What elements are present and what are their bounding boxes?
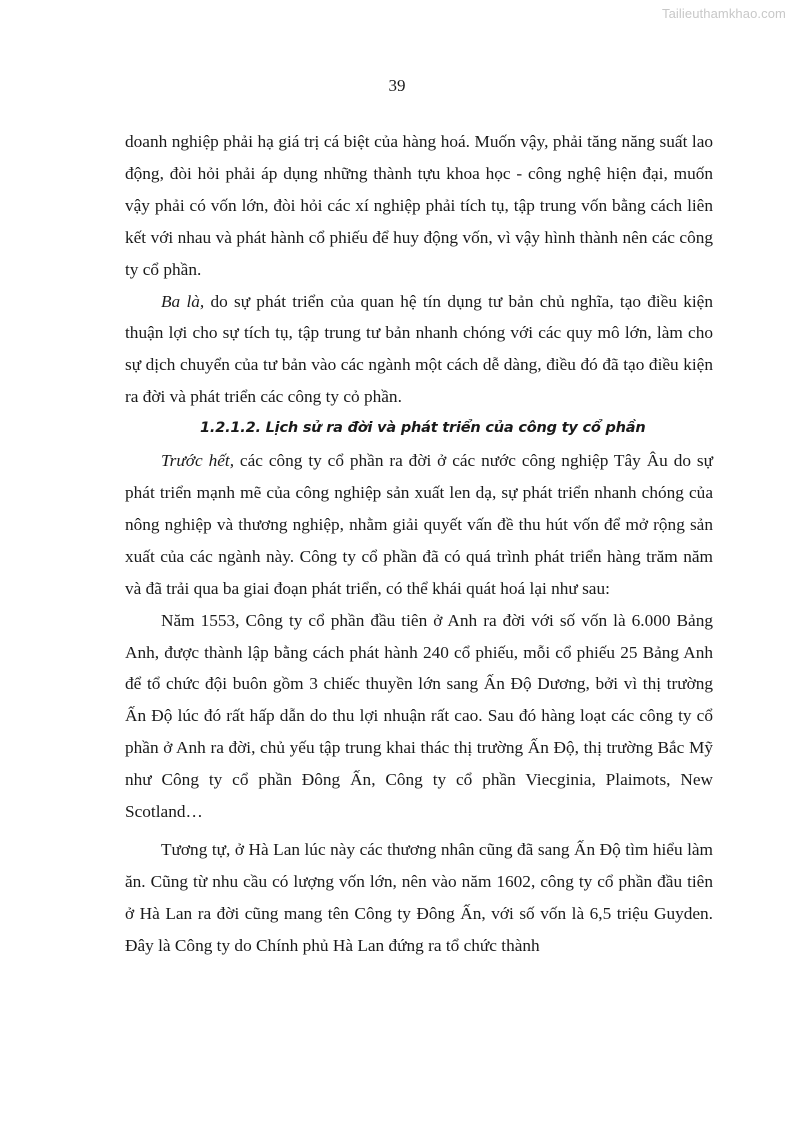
document-body bbox=[125, 126, 713, 962]
paragraph-1 bbox=[125, 126, 713, 286]
section-heading: 1.2.1.2. Lịch sử ra đời và phát triển của công ty cổ phần bbox=[200, 420, 646, 437]
paragraph-text: Năm 1553, Công ty cổ phần đầu tiên ở Anh ra đời với số vốn là 6.000 Bảng Anh, được thành lập bằng cách phát hành 240 cổ phiếu, mỗi cổ phiếu 25 Bảng Anh để tổ chức đội buôn gồm 3 chiếc thuyền lớn sang Ấn Độ Dương, bởi vì thị trường Ấn Độ lúc đó rất hấp dẫn do thu lợi nhuận rất cao. Sau đó hàng loạt các công ty cổ phần ở Anh ra đời, chủ yếu tập trung khai thác thị trường Ấn Độ, thị trường Bắc Mỹ như Công ty cổ phần Đông Ấn, Công ty cổ phần Viecginia, Plaimots, New Scotland… bbox=[125, 610, 713, 822]
paragraph-text: các công ty cổ phần ra đời ở các nước công nghiệp Tây Âu do sự phát triển mạnh mẽ của công nghiệp sản xuất len dạ, sự phát triển nhanh chóng của nông nghiệp và thương nghiệp, nhằm giải quyết vấn đề thu hút vốn để mở rộng sản xuất của các ngành này. Công ty cổ phần đã có quá trình phát triển hàng trăm năm và đã trải qua ba giai đoạn phát triển, có thể khái quát hoá lại như sau: bbox=[125, 451, 713, 598]
paragraph-4 bbox=[125, 605, 713, 828]
paragraph-lead: Ba là, bbox=[161, 291, 205, 311]
page-number: 39 bbox=[388, 76, 406, 95]
watermark: Tailieuthamkhao.com bbox=[661, 6, 786, 21]
paragraph-2 bbox=[125, 286, 713, 414]
paragraph-3 bbox=[125, 445, 713, 605]
paragraph-text: Tương tự, ở Hà Lan lúc này các thương nhân cũng đã sang Ấn Độ tìm hiểu làm ăn. Cũng từ nhu cầu có lượng vốn lớn, nên vào năm 1602, công ty cổ phần đầu tiên ở Hà Lan ra đời cũng mang tên Công ty Đông Ấn, với số vốn là 6,5 triệu Guyden. Đây là Công ty do Chính phủ Hà Lan đứng ra tổ chức thành bbox=[125, 839, 713, 955]
paragraph-5 bbox=[125, 834, 713, 962]
paragraph-text: do sự phát triển của quan hệ tín dụng tư bản chủ nghĩa, tạo điều kiện thuận lợi cho sự tích tụ, tập trung tư bản nhanh chóng với các quy mô lớn, làm cho sự dịch chuyển của tư bản vào các ngành một cách dễ dàng, điều đó đã tạo điều kiện ra đời và phát triển các công ty cỏ phần. bbox=[125, 291, 713, 407]
paragraph-text: doanh nghiệp phải hạ giá trị cá biệt của hàng hoá. Muốn vậy, phải tăng năng suất lao động, đòi hỏi phải áp dụng những thành tựu khoa học - công nghệ hiện đại, muốn vậy phải có vốn lớn, đòi hỏi các xí nghiệp phải tích tụ, tập trung vốn bằng cách liên kết với nhau và phát hành cổ phiếu để huy động vốn, vì vậy hình thành nên các công ty cổ phần. bbox=[125, 132, 713, 279]
paragraph-lead: Trước hết, bbox=[161, 451, 235, 471]
